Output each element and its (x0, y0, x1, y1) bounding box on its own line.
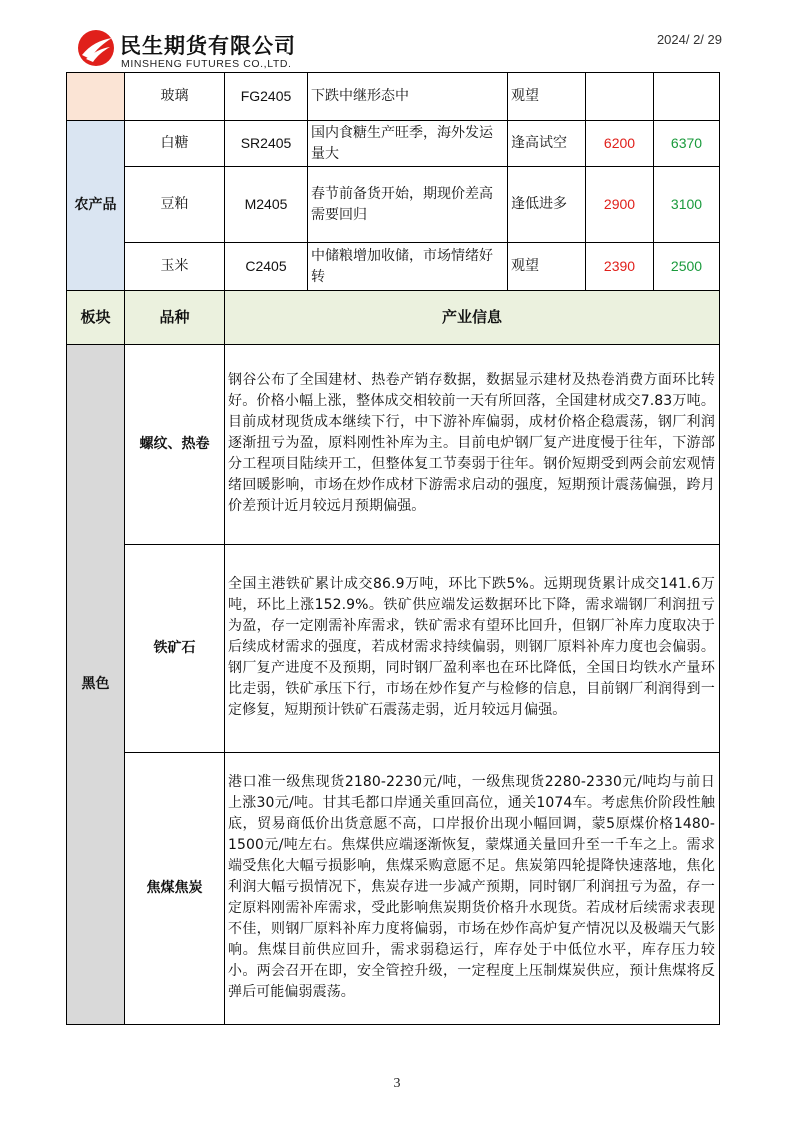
contract-code: FG2405 (225, 73, 308, 121)
resistance-level: 6370 (654, 121, 720, 167)
document-date: 2024/ 2/ 29 (656, 32, 722, 47)
table-row (67, 73, 720, 121)
variety-name: 白糖 (125, 121, 225, 167)
support-level: 2390 (586, 243, 654, 291)
table-row (67, 753, 720, 1025)
logic-text: 春节前备货开始，期现价差高需要回归 (308, 167, 508, 243)
table-row (67, 345, 720, 545)
info-header-row (67, 291, 720, 345)
header-sector: 板块 (67, 291, 125, 345)
sector-black: 黑色 (67, 345, 125, 1025)
table-row (67, 167, 720, 243)
company-name-cn: 民生期货有限公司 (120, 34, 296, 58)
strategy-text: 观望 (508, 243, 586, 291)
industry-info-text: 钢谷公布了全国建材、热卷产销存数据，数据显示建材及热卷消费方面环比转好。价格小幅上涨，整体成交相较前一天有所回落，全国建材成交7.83万吨。目前成材现货成本继续下行，中下游补库偏弱，成材价格企稳震荡，钢厂利润逐渐扭亏为盈，原料刚性补库为主。目前电炉钢厂复产进度慢于往年，下游部分工程项目陆续开工，但整体复工节奏弱于往年。钢价短期受到两会前宏观情绪回暖影响，市场在炒作成材下游需求启动的强度，短期预计震荡偏强，跨月价差预计近月较远月预期偏强。 (225, 345, 720, 545)
strategy-text: 观望 (508, 73, 586, 121)
header-variety: 品种 (125, 291, 225, 345)
industry-info-text: 港口准一级焦现货2180-2230元/吨，一级焦现货2280-2330元/吨均与前日上涨30元/吨。甘其毛都口岸通关重回高位，通关1074车。考虑焦价阶段性触底，贸易商低价出货意愿不高，口岸报价出现小幅回调，蒙5原煤价格1480-1500元/吨左右。焦煤供应端逐渐恢复，蒙煤通关量回升至一千车之上。需求端受焦化大幅亏损影响，焦煤采购意愿不足。焦炭第四轮提降快速落地，焦化利润大幅亏损情况下，焦炭存进一步减产预期，同时钢厂利润扭亏为盈，存一定原料刚需补库需求，受此影响焦炭期货价格升水现货。若成材后续需求表现不佳，则钢厂原料补库力度将偏弱，市场在炒作高炉复产情况以及极端天气影响。焦煤目前供应回升，需求弱稳运行，库存处于中低位水平，库存压力较小。两会召开在即，安全管控升级，一定程度上压制煤炭供应，预计焦煤将反弹后可能偏弱震荡。 (225, 753, 720, 1025)
variety-name: 豆粕 (125, 167, 225, 243)
support-level: 2900 (586, 167, 654, 243)
resistance-level (654, 73, 720, 121)
page-header (76, 22, 726, 72)
contract-code: C2405 (225, 243, 308, 291)
header-info: 产业信息 (225, 291, 720, 345)
variety-name: 玉米 (125, 243, 225, 291)
logic-text: 下跌中继形态中 (308, 73, 508, 121)
sector-agri: 农产品 (67, 121, 125, 291)
support-level: 6200 (586, 121, 654, 167)
resistance-level: 2500 (654, 243, 720, 291)
logic-text: 国内食糖生产旺季，海外发运量大 (308, 121, 508, 167)
contract-code: SR2405 (225, 121, 308, 167)
variety-name: 玻璃 (125, 73, 225, 121)
variety-name: 焦煤焦炭 (125, 753, 225, 1025)
futures-table (66, 72, 720, 1025)
industry-info-text: 全国主港铁矿累计成交86.9万吨，环比下跌5%。远期现货累计成交141.6万吨，环比上涨152.9%。铁矿供应端发运数据环比下降，需求端钢厂利润扭亏为盈，存一定刚需补库需求，铁矿需求有望环比回升，但钢厂补库力度取决于后续成材需求的强度，若成材需求持续偏弱，则钢厂原料补库力度也会偏弱。钢厂复产进度不及预期，同时钢厂盈利率也在环比降低，全国日均铁水产量环比走弱，铁矿承压下行，市场在炒作复产与检修的信息，目前钢厂利润得到一定修复，短期预计铁矿石震荡走弱，近月较远月偏强。 (225, 545, 720, 753)
company-name-en: MINSHENG FUTURES CO.,LTD. (121, 58, 292, 70)
strategy-text: 逢高试空 (508, 121, 586, 167)
table-row (67, 121, 720, 167)
variety-name: 铁矿石 (125, 545, 225, 753)
resistance-level: 3100 (654, 167, 720, 243)
table-row (67, 243, 720, 291)
contract-code: M2405 (225, 167, 308, 243)
strategy-text: 逢低进多 (508, 167, 586, 243)
page-number: 3 (393, 1076, 401, 1091)
sector-cell (67, 73, 125, 121)
support-level (586, 73, 654, 121)
logic-text: 中储粮增加收储，市场情绪好转 (308, 243, 508, 291)
table-row (67, 545, 720, 753)
company-logo-icon (76, 28, 116, 68)
variety-name: 螺纹、热卷 (125, 345, 225, 545)
